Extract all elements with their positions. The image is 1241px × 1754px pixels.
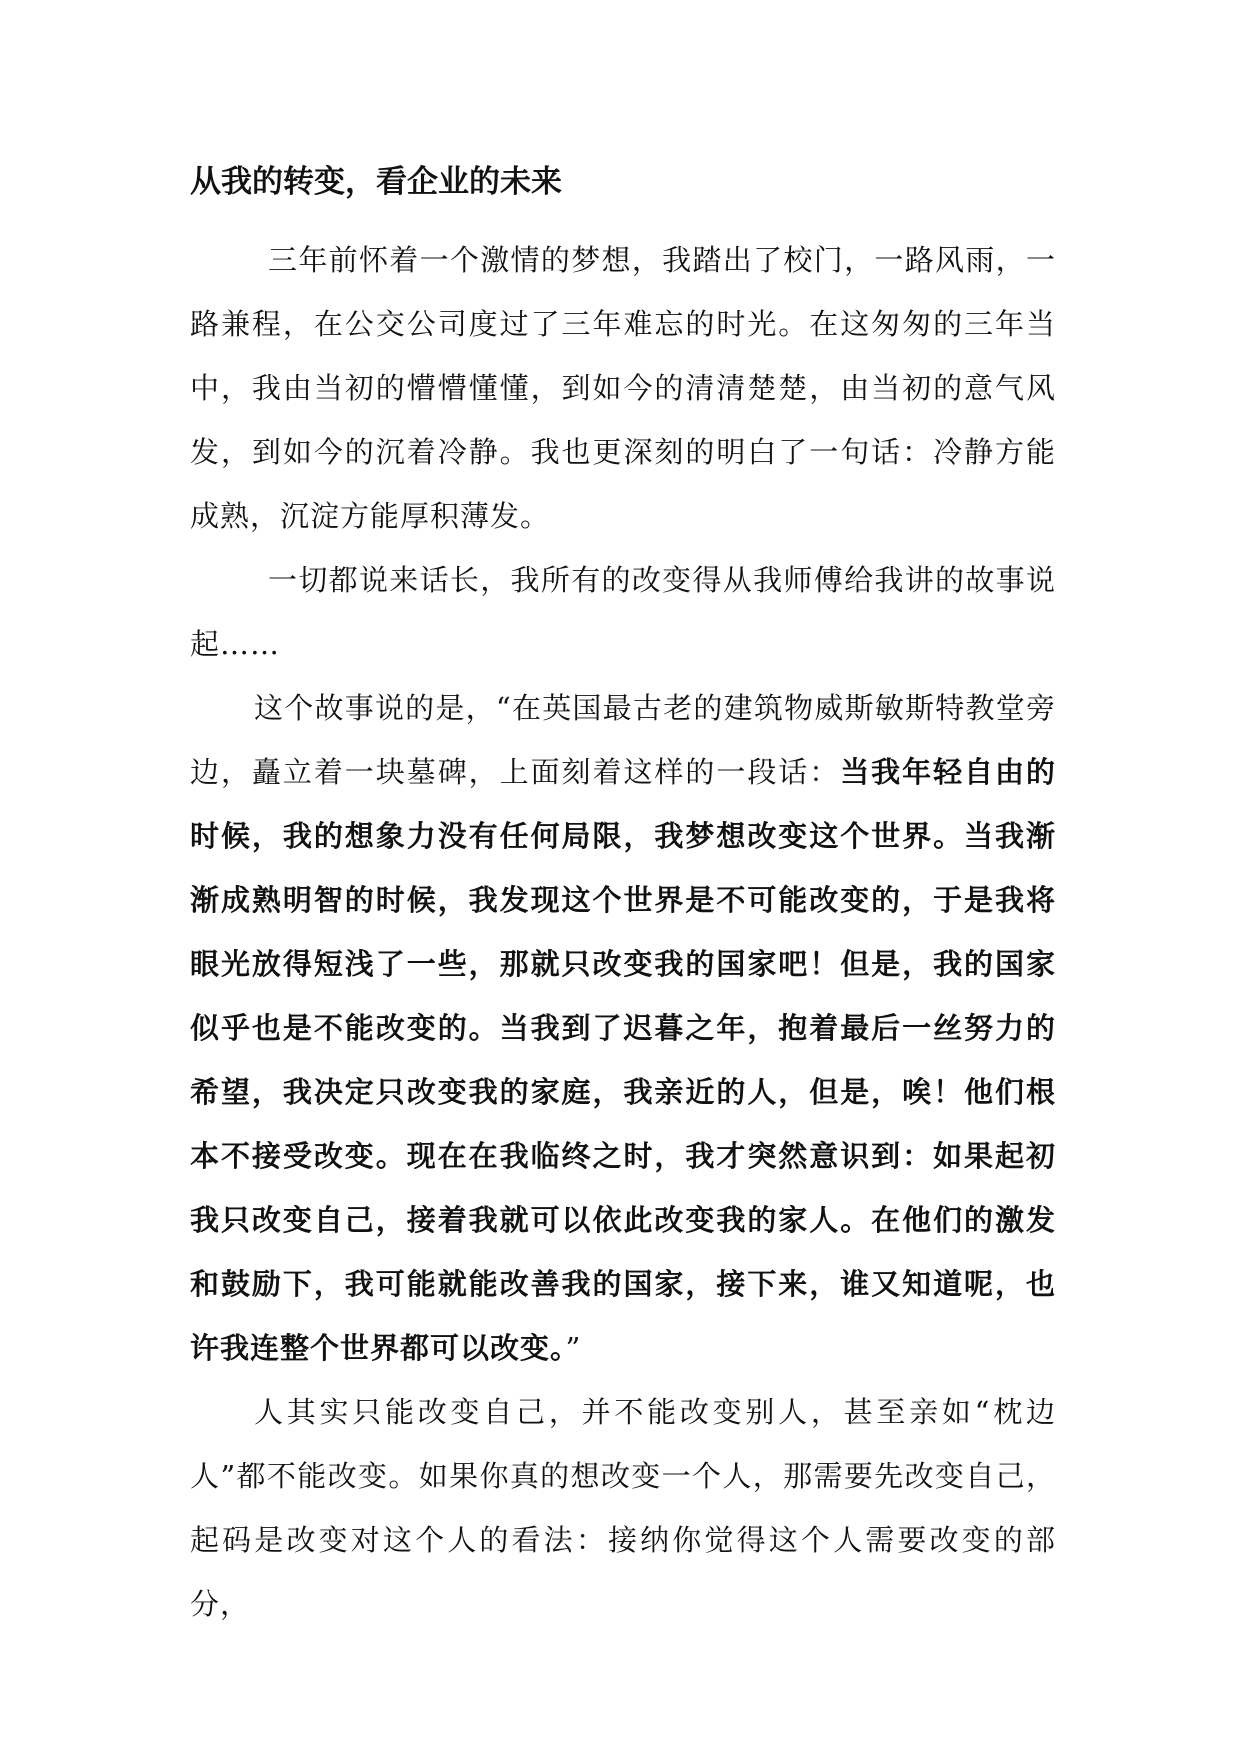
paragraph-1: 三年前怀着一个激情的梦想，我踏出了校门，一路风雨，一路兼程，在公交公司度过了三年难忘的时光。在这匆匆的三年当中，我由当初的懵懵懂懂，到如今的清清楚楚，由当初的意气风发，到如今的沉着冷静。我也更深刻的明白了一句话：冷静方能成熟，沉淀方能厚积薄发。 [190, 243, 1056, 533]
quote-close-mark: ” [565, 1331, 582, 1365]
document-title: 从我的转变，看企业的未来 [190, 164, 562, 200]
paragraph-2: 一切都说来话长，我所有的改变得从我师傅给我讲的故事说起…… [190, 563, 1056, 661]
story-intro: 这个故事说的是，“在英国最古老的建筑物威斯敏斯特教堂旁边，矗立着一块墓碑，上面刻着这样的一段话： [190, 691, 1056, 789]
epitaph-quote: 当我年轻自由的时候，我的想象力没有任何局限，我梦想改变这个世界。当我渐渐成熟明智的时候，我发现这个世界是不可能改变的，于是我将眼光放得短浅了一些，那就只改变我的国家吧！但是，我的国家似乎也是不能改变的。当我到了迟暮之年，抱着最后一丝努力的希望，我决定只改变我的家庭，我亲近的人，但是，唉！他们根本不接受改变。现在在我临终之时，我才突然意识到：如果起初我只改变自己，接着我就可以依此改变我的家人。在他们的激发和鼓励下，我可能就能改善我的国家，接下来，谁又知道呢，也许我连整个世界都可以改变。 [190, 755, 1056, 1365]
paragraph-4: 人其实只能改变自己，并不能改变别人，甚至亲如“枕边人”都不能改变。如果你真的想改变一个人，那需要先改变自己，起码是改变对这个人的看法：接纳你觉得这个人需要改变的部分， [190, 1395, 1056, 1621]
document-body [190, 228, 1056, 1636]
paragraph-3 [190, 676, 1056, 1380]
